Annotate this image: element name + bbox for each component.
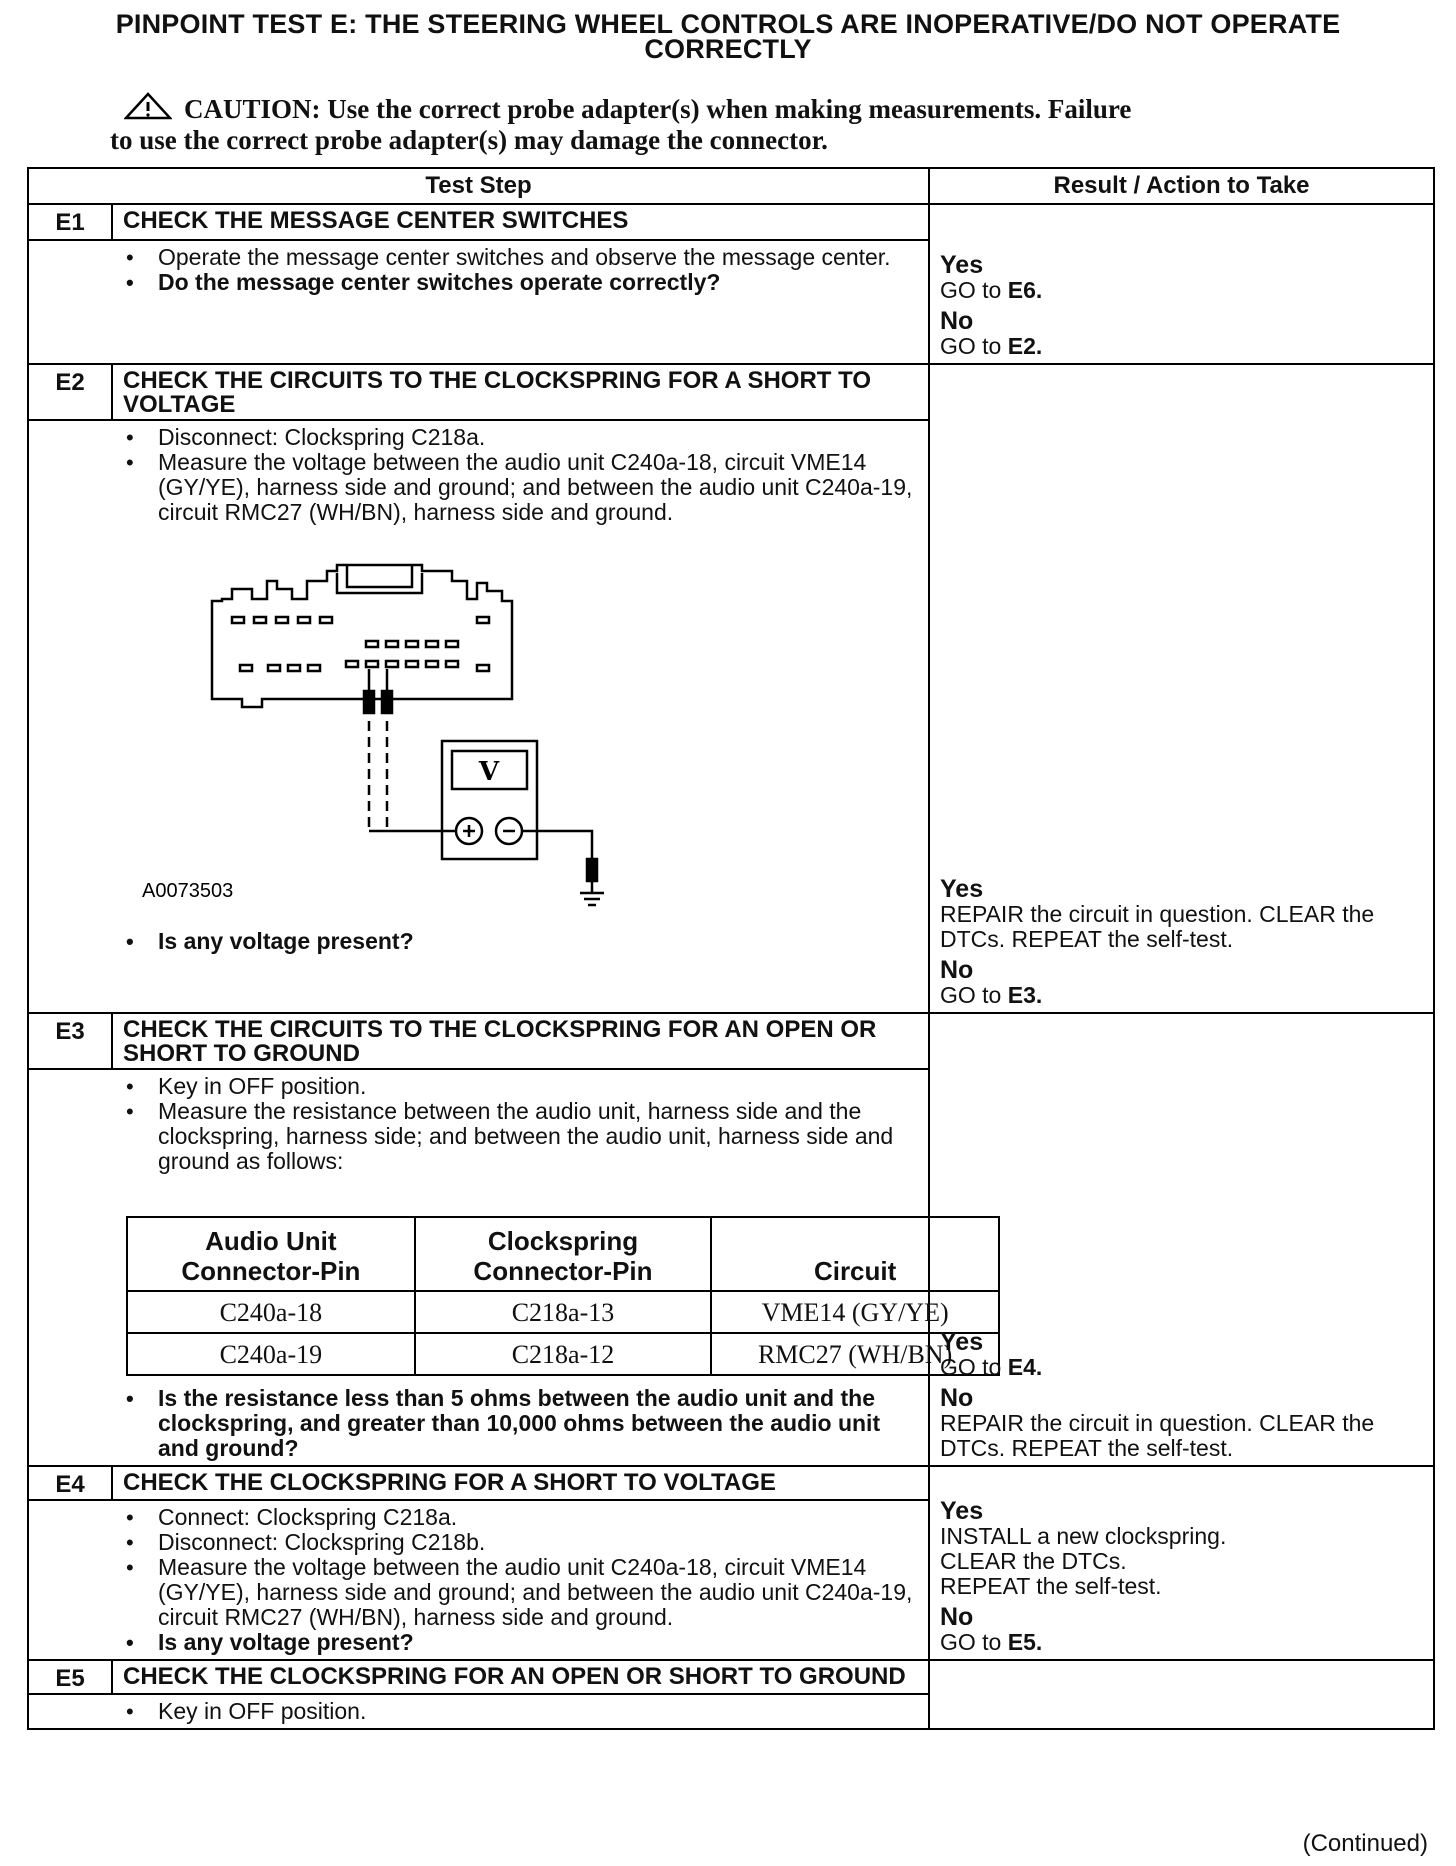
step-result: [929, 1660, 1434, 1729]
result-no: No: [940, 956, 974, 984]
step-body: [112, 420, 929, 1013]
step-bullet: • Key in OFF position.: [148, 1074, 918, 1099]
step-title: CHECK THE CLOCKSPRING FOR A SHORT TO VOLTAGE: [112, 1466, 929, 1500]
result-yes-line: INSTALL a new clockspring.: [940, 1523, 1227, 1549]
step-bullet: • Disconnect: Clockspring C218b.: [148, 1530, 918, 1555]
result-yes-text: GO to: [940, 277, 1002, 303]
column-header-line: Connector-Pin: [473, 1256, 653, 1286]
title-line-1: PINPOINT TEST E: THE STEERING WHEEL CONTROLS ARE INOPERATIVE/DO NOT OPERATE: [115, 9, 1341, 39]
step-question: • Do the message center switches operate correctly?: [148, 270, 918, 295]
result-yes-line: CLEAR the DTCs.: [940, 1548, 1127, 1574]
result-no-ref: E3.: [1007, 982, 1043, 1008]
step-result: [929, 1013, 1434, 1466]
result-no: No: [940, 307, 974, 335]
table-cell: C218a-13: [415, 1291, 711, 1333]
step-bullet: • Connect: Clockspring C218a.: [148, 1505, 918, 1530]
step-id: E3: [28, 1013, 112, 1069]
step-question: • Is any voltage present?: [148, 1630, 918, 1655]
continued-note: (Continued): [1302, 1830, 1428, 1857]
title-line-2: CORRECTLY: [644, 34, 812, 64]
step-title: CHECK THE CLOCKSPRING FOR AN OPEN OR SHORT TO GROUND: [112, 1660, 929, 1694]
step-body: [112, 1500, 929, 1660]
blank-cell: [28, 1069, 112, 1466]
step-question: • Is any voltage present?: [148, 929, 918, 954]
result-yes-ref: E4.: [1007, 1354, 1043, 1380]
result-no-text: GO to: [940, 982, 1002, 1008]
warning-triangle-icon: [124, 92, 172, 120]
blank-cell: [28, 420, 112, 1013]
test-table: [27, 167, 1433, 1820]
blank-cell: [28, 1500, 112, 1660]
step-bullet: • Key in OFF position.: [148, 1699, 918, 1724]
result-no-text: REPAIR the circuit in question. CLEAR the DTCs. REPEAT the self-test.: [940, 1410, 1375, 1461]
step-bullet: • Measure the resistance between the audio unit, harness side and the clockspring, harness side; and between the audio unit, harness side and ground as follows:: [148, 1099, 918, 1174]
column-header: Circuit: [711, 1217, 999, 1291]
column-header-line: Clockspring: [487, 1226, 639, 1256]
caution-text-1: Use the correct probe adapter(s) when making measurements. Failure: [327, 94, 1132, 124]
voltage-measurement-diagram: [122, 541, 922, 921]
result-yes: Yes: [940, 1497, 984, 1525]
result-no: No: [940, 1603, 974, 1631]
column-header-line: Connector-Pin: [181, 1256, 361, 1286]
result-yes: Yes: [940, 251, 984, 279]
step-result: [929, 1466, 1434, 1660]
caution-label: CAUTION:: [184, 94, 321, 124]
table-row: [127, 1291, 999, 1333]
resistance-table: [126, 1216, 1000, 1376]
result-no: No: [940, 1384, 974, 1412]
step-bullet: • Measure the voltage between the audio unit C240a-18, circuit VME14 (GY/YE), harness side and ground; and between the audio unit C240a-19, circuit RMC27 (WH/BN), harness side and ground.: [148, 1555, 918, 1630]
result-yes-text: REPAIR the circuit in question. CLEAR the DTCs. REPEAT the self-test.: [940, 901, 1375, 952]
table-cell: RMC27 (WH/BN): [711, 1333, 999, 1375]
step-result: [929, 364, 1434, 1013]
caution-text-2: to use the correct probe adapter(s) may damage the connector.: [110, 125, 828, 155]
page-title: [0, 9, 1456, 64]
step-id: E1: [28, 204, 112, 240]
step-question: • Is the resistance less than 5 ohms between the audio unit and the clockspring, and greater than 10,000 ohms between the audio unit and ground?: [148, 1386, 918, 1461]
step-body: [112, 1694, 929, 1729]
step-bullet: • Measure the voltage between the audio unit C240a-18, circuit VME14 (GY/YE), harness side and ground; and between the audio unit C240a-19, circuit RMC27 (WH/BN), harness side and ground.: [148, 450, 918, 525]
result-yes-line: REPEAT the self-test.: [940, 1573, 1162, 1599]
step-title: CHECK THE CIRCUITS TO THE CLOCKSPRING FOR A SHORT TO VOLTAGE: [112, 364, 929, 420]
header-result: Result / Action to Take: [929, 168, 1434, 204]
result-yes-text: GO to: [940, 1354, 1002, 1380]
table-cell: C240a-19: [127, 1333, 415, 1375]
header-test-step: Test Step: [28, 168, 929, 204]
step-title: CHECK THE MESSAGE CENTER SWITCHES: [112, 204, 929, 240]
result-yes: Yes: [940, 875, 984, 903]
step-title: CHECK THE CIRCUITS TO THE CLOCKSPRING FOR AN OPEN OR SHORT TO GROUND: [112, 1013, 929, 1069]
result-no-text: GO to: [940, 333, 1002, 359]
table-cell: C218a-12: [415, 1333, 711, 1375]
column-header-line: Audio Unit: [205, 1226, 337, 1256]
step-id: E2: [28, 364, 112, 420]
step-id: E4: [28, 1466, 112, 1500]
step-body: [112, 240, 929, 364]
blank-cell: [28, 240, 112, 364]
table-cell: C240a-18: [127, 1291, 415, 1333]
blank-cell: [28, 1694, 112, 1729]
column-header: [415, 1217, 711, 1291]
step-bullet: • Disconnect: Clockspring C218a.: [148, 425, 918, 450]
step-bullet: • Operate the message center switches and observe the message center.: [148, 245, 918, 270]
table-row: [127, 1333, 999, 1375]
meter-label: V: [478, 757, 500, 787]
column-header: [127, 1217, 415, 1291]
step-result: [929, 204, 1434, 364]
step-body: [112, 1069, 953, 1466]
step-id: E5: [28, 1660, 112, 1694]
caution-note: [110, 92, 1360, 156]
result-no-ref: E2.: [1007, 333, 1043, 359]
result-yes-ref: E6.: [1007, 277, 1043, 303]
table-cell: VME14 (GY/YE): [711, 1291, 999, 1333]
figure-id: A0073503: [142, 880, 234, 902]
result-no-ref: E5.: [1007, 1629, 1043, 1655]
result-no-text: GO to: [940, 1629, 1002, 1655]
result-yes: Yes: [940, 1328, 984, 1356]
